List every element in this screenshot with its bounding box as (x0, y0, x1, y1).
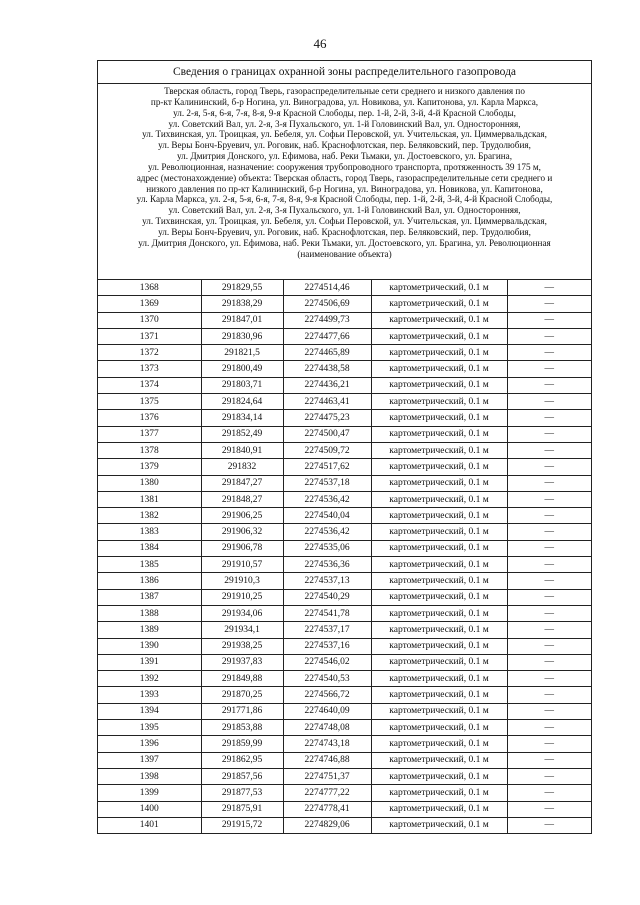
y-coordinate-cell: 2274465,89 (283, 345, 371, 361)
y-coordinate-cell: 2274829,06 (283, 817, 371, 833)
y-coordinate-cell: 2274536,36 (283, 557, 371, 573)
table-row (98, 540, 591, 556)
empty-value-cell: — (507, 410, 591, 426)
object-name-caption: (наименование объекта) (297, 248, 392, 259)
point-number-cell: 1368 (98, 280, 201, 296)
empty-value-cell: — (507, 557, 591, 573)
description-line: ул. Советский Вал, ул. 2-я, 3-я Пухальского, ул. 1-й Головинский Вал, ул. Односторонняя, (168, 205, 521, 216)
point-number-cell: 1397 (98, 752, 201, 768)
method-accuracy-cell: картометрический, 0.1 м (371, 312, 507, 328)
method-accuracy-cell: картометрический, 0.1 м (371, 475, 507, 491)
point-number-cell: 1400 (98, 801, 201, 817)
point-number-cell: 1401 (98, 817, 201, 833)
empty-value-cell: — (507, 426, 591, 442)
description-line: пр-кт Калининский, б-р Ногина, ул. Виноградова, ул. Новикова, ул. Капитонова, ул. Карла Маркса, (150, 96, 539, 107)
table-row (98, 817, 591, 833)
table-row (98, 785, 591, 801)
method-accuracy-cell: картометрический, 0.1 м (371, 573, 507, 589)
table-row (98, 328, 591, 344)
table-row (98, 508, 591, 524)
y-coordinate-cell: 2274537,17 (283, 622, 371, 638)
table-row (98, 801, 591, 817)
x-coordinate-cell: 291852,49 (201, 426, 283, 442)
table-row (98, 671, 591, 687)
x-coordinate-cell: 291824,64 (201, 394, 283, 410)
method-accuracy-cell: картометрический, 0.1 м (371, 736, 507, 752)
table-row (98, 280, 591, 296)
empty-value-cell: — (507, 589, 591, 605)
empty-value-cell: — (507, 312, 591, 328)
description-line: ул. Тихвинская, ул. Троицкая, ул. Бебеля, ул. Софьи Перовской, ул. Учительская, ул. Циммервальдская, (142, 129, 547, 140)
method-accuracy-cell: картометрический, 0.1 м (371, 540, 507, 556)
y-coordinate-cell: 2274537,13 (283, 573, 371, 589)
empty-value-cell: — (507, 345, 591, 361)
method-accuracy-cell: картометрический, 0.1 м (371, 752, 507, 768)
point-number-cell: 1399 (98, 785, 201, 801)
x-coordinate-cell: 291870,25 (201, 687, 283, 703)
x-coordinate-cell: 291857,56 (201, 768, 283, 784)
x-coordinate-cell: 291862,95 (201, 752, 283, 768)
method-accuracy-cell: картометрический, 0.1 м (371, 671, 507, 687)
description-line: ул. Веры Бонч-Бруевич, ул. Роговик, наб. Краснофлотская, пер. Беляковский, пер. Трудолюбия, (158, 226, 531, 237)
point-number-cell: 1385 (98, 557, 201, 573)
point-number-cell: 1377 (98, 426, 201, 442)
method-accuracy-cell: картометрический, 0.1 м (371, 785, 507, 801)
empty-value-cell: — (507, 296, 591, 312)
empty-value-cell: — (507, 540, 591, 556)
y-coordinate-cell: 2274536,42 (283, 524, 371, 540)
y-coordinate-cell: 2274475,23 (283, 410, 371, 426)
x-coordinate-cell: 291829,55 (201, 280, 283, 296)
point-number-cell: 1373 (98, 361, 201, 377)
point-number-cell: 1376 (98, 410, 201, 426)
x-coordinate-cell: 291910,3 (201, 573, 283, 589)
y-coordinate-cell: 2274540,53 (283, 671, 371, 687)
x-coordinate-cell: 291906,25 (201, 508, 283, 524)
x-coordinate-cell: 291877,53 (201, 785, 283, 801)
x-coordinate-cell: 291938,25 (201, 638, 283, 654)
x-coordinate-cell: 291830,96 (201, 328, 283, 344)
method-accuracy-cell: картометрический, 0.1 м (371, 768, 507, 784)
table-row (98, 377, 591, 393)
description-line: адрес (местонахождение) объекта: Тверская область, город Тверь, газораспределительные сети среднего и (136, 172, 553, 183)
empty-value-cell: — (507, 361, 591, 377)
method-accuracy-cell: картометрический, 0.1 м (371, 687, 507, 703)
point-number-cell: 1386 (98, 573, 201, 589)
page-number: 46 (313, 36, 327, 51)
table-row (98, 720, 591, 736)
y-coordinate-cell: 2274537,18 (283, 475, 371, 491)
empty-value-cell: — (507, 720, 591, 736)
x-coordinate-cell: 291906,78 (201, 540, 283, 556)
description-line: низкого давления по пр-кт Калининский, б-р Ногина, ул. Виноградова, ул. Новикова, ул. Капитонова, (146, 183, 543, 194)
method-accuracy-cell: картометрический, 0.1 м (371, 394, 507, 410)
method-accuracy-cell: картометрический, 0.1 м (371, 410, 507, 426)
x-coordinate-cell: 291915,72 (201, 817, 283, 833)
y-coordinate-cell: 2274746,88 (283, 752, 371, 768)
empty-value-cell: — (507, 475, 591, 491)
method-accuracy-cell: картометрический, 0.1 м (371, 557, 507, 573)
point-number-cell: 1388 (98, 605, 201, 621)
method-accuracy-cell: картометрический, 0.1 м (371, 328, 507, 344)
x-coordinate-cell: 291849,88 (201, 671, 283, 687)
method-accuracy-cell: картометрический, 0.1 м (371, 442, 507, 458)
empty-value-cell: — (507, 654, 591, 670)
empty-value-cell: — (507, 687, 591, 703)
empty-value-cell: — (507, 752, 591, 768)
y-coordinate-cell: 2274514,46 (283, 280, 371, 296)
description-line: ул. Тихвинская, ул. Троицкая, ул. Бебеля, ул. Софьи Перовской, ул. Учительская, ул. Циммервальдская, (142, 216, 547, 227)
method-accuracy-cell: картометрический, 0.1 м (371, 508, 507, 524)
table-row (98, 410, 591, 426)
table-row (98, 524, 591, 540)
table-row (98, 752, 591, 768)
x-coordinate-cell: 291859,99 (201, 736, 283, 752)
table-row (98, 622, 591, 638)
x-coordinate-cell: 291910,25 (201, 589, 283, 605)
empty-value-cell: — (507, 622, 591, 638)
y-coordinate-cell: 2274517,62 (283, 459, 371, 475)
boundary-table-sheet (97, 60, 592, 834)
point-number-cell: 1370 (98, 312, 201, 328)
coordinates-table-body (98, 280, 591, 833)
empty-value-cell: — (507, 736, 591, 752)
method-accuracy-cell: картометрический, 0.1 м (371, 703, 507, 719)
point-number-cell: 1371 (98, 328, 201, 344)
table-row (98, 557, 591, 573)
y-coordinate-cell: 2274499,73 (283, 312, 371, 328)
y-coordinate-cell: 2274536,42 (283, 491, 371, 507)
y-coordinate-cell: 2274546,02 (283, 654, 371, 670)
description-line: ул. 2-я, 5-я, 6-я, 7-я, 8-я, 9-я Красной Слободы, пер. 1-й, 2-й, 3-й, 4-й Красной Слободы, (173, 107, 516, 118)
description-line: ул. Дмитрия Донского, ул. Ефимова, наб. Реки Тьмаки, ул. Достоевского, ул. Брагина, ул. Революционная (138, 237, 551, 248)
table-row (98, 491, 591, 507)
x-coordinate-cell: 291847,01 (201, 312, 283, 328)
table-row (98, 703, 591, 719)
method-accuracy-cell: картометрический, 0.1 м (371, 345, 507, 361)
method-accuracy-cell: картометрический, 0.1 м (371, 817, 507, 833)
x-coordinate-cell: 291934,06 (201, 605, 283, 621)
table-row (98, 768, 591, 784)
empty-value-cell: — (507, 703, 591, 719)
point-number-cell: 1379 (98, 459, 201, 475)
table-row (98, 638, 591, 654)
method-accuracy-cell: картометрический, 0.1 м (371, 361, 507, 377)
description-line: Тверская область, город Тверь, газораспределительные сети среднего и низкого давления по (164, 86, 525, 96)
empty-value-cell: — (507, 671, 591, 687)
method-accuracy-cell: картометрический, 0.1 м (371, 296, 507, 312)
object-description (98, 84, 591, 280)
point-number-cell: 1378 (98, 442, 201, 458)
point-number-cell: 1391 (98, 654, 201, 670)
table-row (98, 442, 591, 458)
empty-value-cell: — (507, 801, 591, 817)
method-accuracy-cell: картометрический, 0.1 м (371, 605, 507, 621)
table-row (98, 687, 591, 703)
point-number-cell: 1392 (98, 671, 201, 687)
table-title: Сведения о границах охранной зоны распределительного газопровода (98, 61, 591, 84)
method-accuracy-cell: картометрический, 0.1 м (371, 280, 507, 296)
y-coordinate-cell: 2274541,78 (283, 605, 371, 621)
point-number-cell: 1382 (98, 508, 201, 524)
y-coordinate-cell: 2274477,66 (283, 328, 371, 344)
y-coordinate-cell: 2274436,21 (283, 377, 371, 393)
empty-value-cell: — (507, 328, 591, 344)
y-coordinate-cell: 2274778,41 (283, 801, 371, 817)
point-number-cell: 1387 (98, 589, 201, 605)
table-row (98, 394, 591, 410)
description-line: ул. Веры Бонч-Бруевич, ул. Роговик, наб. Краснофлотская, пер. Беляковский, пер. Трудолюбия, (158, 140, 531, 151)
empty-value-cell: — (507, 442, 591, 458)
method-accuracy-cell: картометрический, 0.1 м (371, 654, 507, 670)
x-coordinate-cell: 291906,32 (201, 524, 283, 540)
x-coordinate-cell: 291848,27 (201, 491, 283, 507)
x-coordinate-cell: 291800,49 (201, 361, 283, 377)
y-coordinate-cell: 2274566,72 (283, 687, 371, 703)
empty-value-cell: — (507, 377, 591, 393)
x-coordinate-cell: 291910,57 (201, 557, 283, 573)
coordinates-table (98, 280, 591, 833)
point-number-cell: 1369 (98, 296, 201, 312)
y-coordinate-cell: 2274640,09 (283, 703, 371, 719)
y-coordinate-cell: 2274751,37 (283, 768, 371, 784)
y-coordinate-cell: 2274748,08 (283, 720, 371, 736)
point-number-cell: 1383 (98, 524, 201, 540)
method-accuracy-cell: картометрический, 0.1 м (371, 377, 507, 393)
y-coordinate-cell: 2274743,18 (283, 736, 371, 752)
y-coordinate-cell: 2274506,69 (283, 296, 371, 312)
point-number-cell: 1380 (98, 475, 201, 491)
table-row (98, 345, 591, 361)
table-row (98, 573, 591, 589)
point-number-cell: 1381 (98, 491, 201, 507)
point-number-cell: 1390 (98, 638, 201, 654)
x-coordinate-cell: 291834,14 (201, 410, 283, 426)
empty-value-cell: — (507, 394, 591, 410)
method-accuracy-cell: картометрический, 0.1 м (371, 426, 507, 442)
description-line: ул. Революционная, назначение: сооружения трубопроводного транспорта, протяженность 39 175 м, (148, 161, 541, 172)
method-accuracy-cell: картометрический, 0.1 м (371, 491, 507, 507)
description-line: ул. Советский Вал, ул. 2-я, 3-я Пухальского, ул. 1-й Головинский Вал, ул. Односторонняя, (168, 118, 521, 129)
empty-value-cell: — (507, 280, 591, 296)
method-accuracy-cell: картометрический, 0.1 м (371, 524, 507, 540)
table-row (98, 312, 591, 328)
y-coordinate-cell: 2274537,16 (283, 638, 371, 654)
empty-value-cell: — (507, 573, 591, 589)
y-coordinate-cell: 2274500,47 (283, 426, 371, 442)
table-row (98, 589, 591, 605)
y-coordinate-cell: 2274463,41 (283, 394, 371, 410)
x-coordinate-cell: 291853,88 (201, 720, 283, 736)
method-accuracy-cell: картометрический, 0.1 м (371, 589, 507, 605)
table-row (98, 459, 591, 475)
point-number-cell: 1395 (98, 720, 201, 736)
point-number-cell: 1394 (98, 703, 201, 719)
x-coordinate-cell: 291803,71 (201, 377, 283, 393)
method-accuracy-cell: картометрический, 0.1 м (371, 622, 507, 638)
x-coordinate-cell: 291937,83 (201, 654, 283, 670)
table-row (98, 361, 591, 377)
point-number-cell: 1393 (98, 687, 201, 703)
x-coordinate-cell: 291875,91 (201, 801, 283, 817)
y-coordinate-cell: 2274535,06 (283, 540, 371, 556)
y-coordinate-cell: 2274540,29 (283, 589, 371, 605)
table-row (98, 605, 591, 621)
empty-value-cell: — (507, 768, 591, 784)
point-number-cell: 1396 (98, 736, 201, 752)
description-line: ул. Карла Маркса, ул. 2-я, 5-я, 6-я, 7-я, 8-я, 9-я Красной Слободы, пер. 1-й, 2-й, 3-й, 4-й Красной Слободы, (136, 194, 553, 205)
point-number-cell: 1374 (98, 377, 201, 393)
point-number-cell: 1398 (98, 768, 201, 784)
method-accuracy-cell: картометрический, 0.1 м (371, 459, 507, 475)
empty-value-cell: — (507, 785, 591, 801)
empty-value-cell: — (544, 820, 554, 831)
point-number-cell: 1389 (98, 622, 201, 638)
empty-value-cell: — (507, 638, 591, 654)
y-coordinate-cell: 2274540,04 (283, 508, 371, 524)
y-coordinate-cell: 2274509,72 (283, 442, 371, 458)
empty-value-cell: — (507, 508, 591, 524)
x-coordinate-cell: 291771,86 (201, 703, 283, 719)
point-number-cell: 1372 (98, 345, 201, 361)
empty-value-cell: — (507, 524, 591, 540)
table-row (98, 736, 591, 752)
table-row (98, 654, 591, 670)
method-accuracy-cell: картометрический, 0.1 м (371, 801, 507, 817)
x-coordinate-cell: 291934,1 (201, 622, 283, 638)
x-coordinate-cell: 291821,5 (201, 345, 283, 361)
table-row (98, 296, 591, 312)
method-accuracy-cell: картометрический, 0.1 м (371, 638, 507, 654)
x-coordinate-cell: 291838,29 (201, 296, 283, 312)
empty-value-cell: — (507, 605, 591, 621)
point-number-cell: 1375 (98, 394, 201, 410)
empty-value-cell: — (507, 491, 591, 507)
x-coordinate-cell: 291847,27 (201, 475, 283, 491)
point-number-cell: 1384 (98, 540, 201, 556)
table-row (98, 426, 591, 442)
x-coordinate-cell: 291832 (201, 459, 283, 475)
empty-value-cell: — (507, 459, 591, 475)
table-row (98, 475, 591, 491)
method-accuracy-cell: картометрический, 0.1 м (371, 720, 507, 736)
y-coordinate-cell: 2274438,58 (283, 361, 371, 377)
description-line: ул. Дмитрия Донского, ул. Ефимова, наб. Реки Тьмаки, ул. Достоевского, ул. Брагина, (176, 151, 513, 162)
x-coordinate-cell: 291840,91 (201, 442, 283, 458)
y-coordinate-cell: 2274777,22 (283, 785, 371, 801)
